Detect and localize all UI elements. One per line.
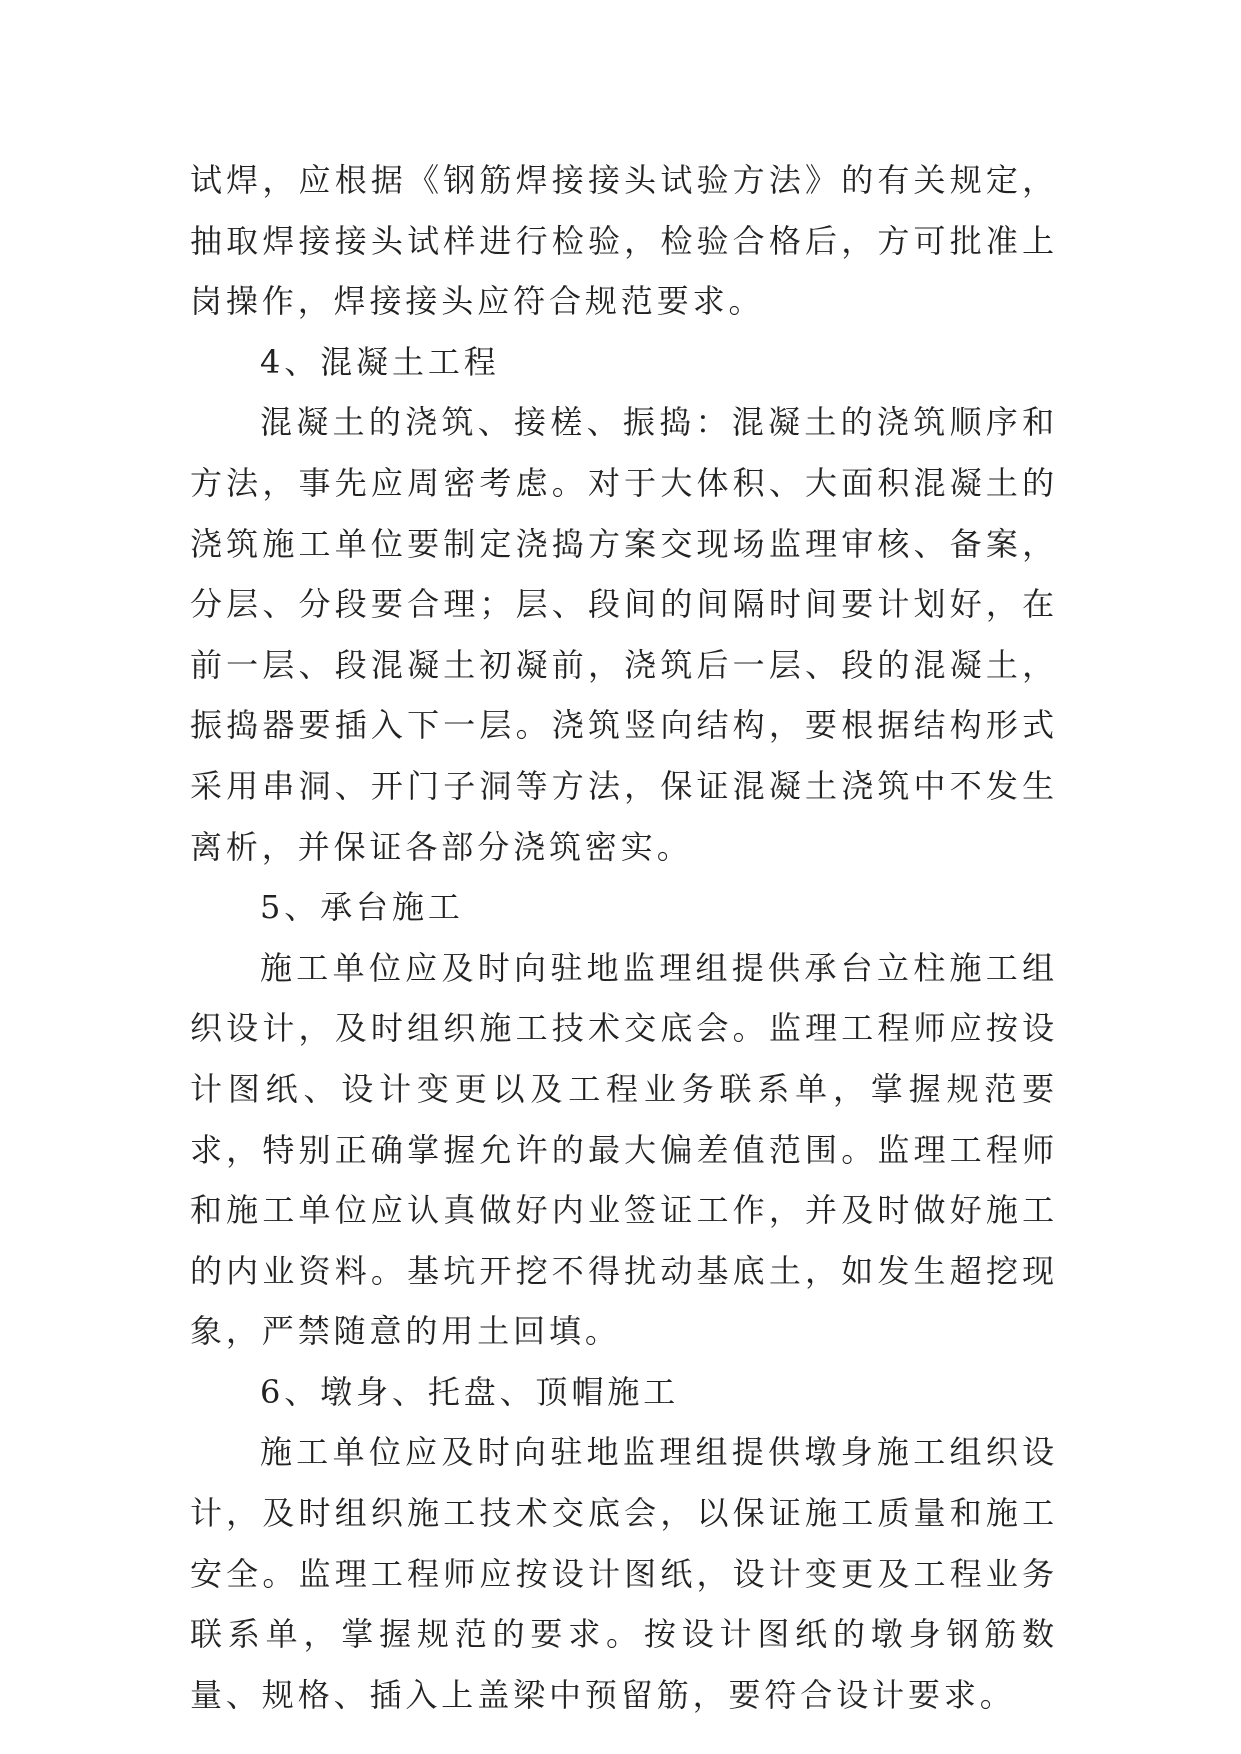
section-heading-pile-cap: 5、承台施工	[260, 888, 464, 927]
paragraph-concrete: 混凝土的浇筑、接槎、振捣：混凝土的浇筑顺序和方法，事先应周密考虑。对于大体积、大面积混凝土的浇筑施工单位要制定浇捣方案交现场监理审核、备案，分层、分段要合理；层、段间的间隔时间要计划好，在前一层、段混凝土初凝前，浇筑后一层、段的混凝土，振捣器要插入下一层。浇筑竖向结构，要根据结构形式采用串洞、开门子洞等方法，保证混凝土浇筑中不发生离析，并保证各部分浇筑密实。	[190, 403, 1058, 866]
document-body	[190, 150, 1058, 1725]
paragraph-pile-cap: 施工单位应及时向驻地监理组提供承台立柱施工组织设计，及时组织施工技术交底会。监理工程师应按设计图纸、设计变更以及工程业务联系单，掌握规范要求，特别正确掌握允许的最大偏差值范围。监理工程师和施工单位应认真做好内业签证工作，并及时做好施工的内业资料。基坑开挖不得扰动基底土，如发生超挖现象，严禁随意的用土回填。	[190, 948, 1058, 1351]
paragraph-welding-continued: 试焊，应根据《钢筋焊接接头试验方法》的有关规定，抽取焊接接头试样进行检验，检验合格后，方可批准上岗操作，焊接接头应符合规范要求。	[190, 161, 1058, 321]
section-heading-concrete: 4、混凝土工程	[260, 342, 500, 381]
section-heading-pier: 6、墩身、托盘、顶帽施工	[260, 1372, 680, 1411]
paragraph-pier: 施工单位应及时向驻地监理组提供墩身施工组织设计，及时组织施工技术交底会，以保证施工质量和施工安全。监理工程师应按设计图纸，设计变更及工程业务联系单，掌握规范的要求。按设计图纸的墩身钢筋数量、规格、插入上盖梁中预留筋，要符合设计要求。	[190, 1433, 1058, 1714]
